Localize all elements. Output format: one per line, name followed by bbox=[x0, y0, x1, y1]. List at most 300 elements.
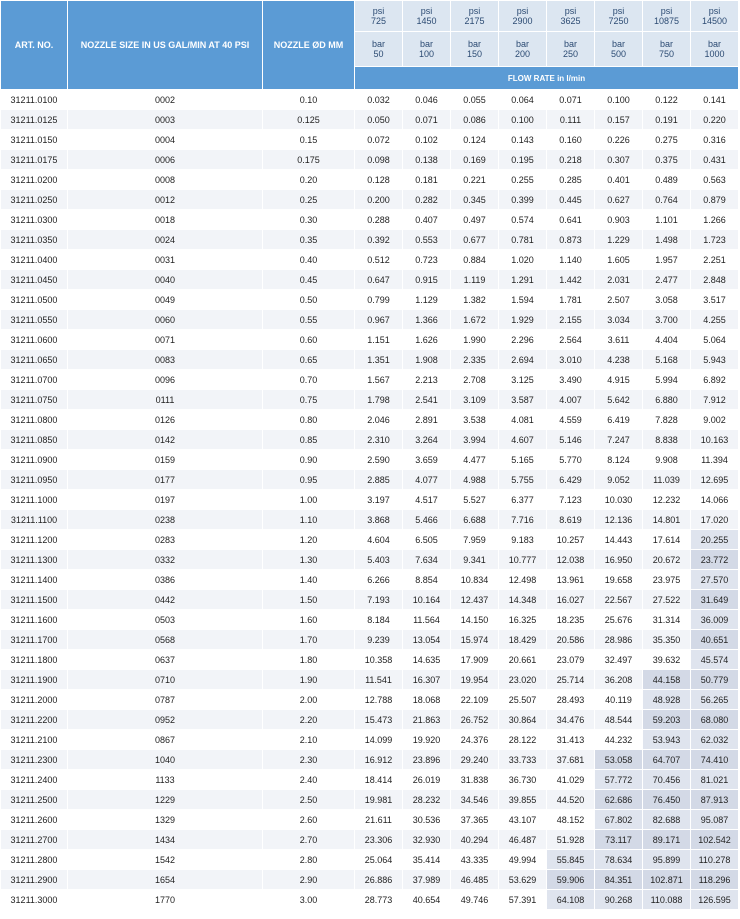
flow-rate-cell: 48.544 bbox=[595, 710, 643, 730]
flow-rate-cell: 0.553 bbox=[403, 230, 451, 250]
flow-rate-cell: 49.994 bbox=[499, 850, 547, 870]
art-no-cell: 31211.0800 bbox=[1, 410, 68, 430]
art-no-cell: 31211.0500 bbox=[1, 290, 68, 310]
flow-rate-cell: 2.708 bbox=[451, 370, 499, 390]
nozzle-diameter-cell: 0.55 bbox=[263, 310, 355, 330]
nozzle-size-cell: 0083 bbox=[68, 350, 263, 370]
nozzle-diameter-cell: 0.90 bbox=[263, 450, 355, 470]
flow-rate-cell: 43.335 bbox=[451, 850, 499, 870]
flow-rate-cell: 1.366 bbox=[403, 310, 451, 330]
table-row bbox=[1, 650, 739, 670]
flow-rate-cell: 48.152 bbox=[547, 810, 595, 830]
flow-rate-cell: 8.124 bbox=[595, 450, 643, 470]
nozzle-diameter-cell: 0.40 bbox=[263, 250, 355, 270]
bar-unit: bar bbox=[371, 39, 385, 50]
table-row bbox=[1, 230, 739, 250]
flow-rate-cell: 25.507 bbox=[499, 690, 547, 710]
flow-rate-cell: 1.626 bbox=[403, 330, 451, 350]
flow-rate-cell: 5.168 bbox=[643, 350, 691, 370]
flow-rate-cell: 14.066 bbox=[691, 490, 739, 510]
flow-rate-cell: 50.779 bbox=[691, 670, 739, 690]
flow-rate-cell: 1.594 bbox=[499, 290, 547, 310]
nozzle-size-cell: 1654 bbox=[68, 870, 263, 890]
flow-rate-cell: 0.143 bbox=[499, 130, 547, 150]
nozzle-size-cell: 0060 bbox=[68, 310, 263, 330]
flow-rate-cell: 27.522 bbox=[643, 590, 691, 610]
header-bar bbox=[355, 31, 403, 67]
nozzle-diameter-cell: 0.175 bbox=[263, 150, 355, 170]
table-row bbox=[1, 510, 739, 530]
table-row bbox=[1, 570, 739, 590]
flow-rate-cell: 57.772 bbox=[595, 770, 643, 790]
psi-unit: psi bbox=[468, 5, 481, 16]
flow-rate-cell: 25.714 bbox=[547, 670, 595, 690]
flow-rate-cell: 10.777 bbox=[499, 550, 547, 570]
flow-rate-cell: 9.908 bbox=[643, 450, 691, 470]
flow-rate-cell: 35.350 bbox=[643, 630, 691, 650]
art-no-cell: 31211.2800 bbox=[1, 850, 68, 870]
flow-rate-cell: 19.920 bbox=[403, 730, 451, 750]
flow-rate-cell: 78.634 bbox=[595, 850, 643, 870]
flow-rate-cell: 7.247 bbox=[595, 430, 643, 450]
table-row bbox=[1, 750, 739, 770]
flow-rate-cell: 4.238 bbox=[595, 350, 643, 370]
nozzle-size-cell: 0503 bbox=[68, 610, 263, 630]
nozzle-diameter-cell: 0.30 bbox=[263, 210, 355, 230]
flow-rate-cell: 0.445 bbox=[547, 190, 595, 210]
table-row bbox=[1, 590, 739, 610]
table-row bbox=[1, 470, 739, 490]
header-psi bbox=[643, 1, 691, 32]
header-bar bbox=[499, 31, 547, 67]
flow-rate-cell: 14.443 bbox=[595, 530, 643, 550]
flow-rate-cell: 37.681 bbox=[547, 750, 595, 770]
nozzle-size-cell: 0238 bbox=[68, 510, 263, 530]
bar-value: 500 bbox=[610, 49, 627, 60]
header-bar bbox=[691, 31, 739, 67]
flow-rate-cell: 0.160 bbox=[547, 130, 595, 150]
flow-rate-cell: 0.563 bbox=[691, 170, 739, 190]
nozzle-size-cell: 1542 bbox=[68, 850, 263, 870]
flow-rate-cell: 28.232 bbox=[403, 790, 451, 810]
flow-rate-cell: 4.915 bbox=[595, 370, 643, 390]
bar-unit: bar bbox=[467, 39, 481, 50]
table-row bbox=[1, 630, 739, 650]
flow-rate-cell: 95.899 bbox=[643, 850, 691, 870]
nozzle-diameter-cell: 1.60 bbox=[263, 610, 355, 630]
flow-rate-cell: 10.358 bbox=[355, 650, 403, 670]
flow-rate-cell: 23.975 bbox=[643, 570, 691, 590]
flow-rate-cell: 19.658 bbox=[595, 570, 643, 590]
flow-rate-cell: 87.913 bbox=[691, 790, 739, 810]
art-no-cell: 31211.0650 bbox=[1, 350, 68, 370]
flow-rate-cell: 7.959 bbox=[451, 530, 499, 550]
flow-rate-cell: 26.752 bbox=[451, 710, 499, 730]
nozzle-size-cell: 0006 bbox=[68, 150, 263, 170]
psi-value: 7250 bbox=[608, 15, 629, 26]
flow-rate-cell: 8.838 bbox=[643, 430, 691, 450]
flow-rate-cell: 0.641 bbox=[547, 210, 595, 230]
flow-rate-cell: 3.700 bbox=[643, 310, 691, 330]
flow-rate-cell: 0.497 bbox=[451, 210, 499, 230]
table-row bbox=[1, 190, 739, 210]
nozzle-size-cell: 0332 bbox=[68, 550, 263, 570]
nozzle-size-cell: 0197 bbox=[68, 490, 263, 510]
nozzle-diameter-cell: 0.50 bbox=[263, 290, 355, 310]
nozzle-size-cell: 0386 bbox=[68, 570, 263, 590]
psi-value: 1450 bbox=[416, 15, 437, 26]
art-no-cell: 31211.2000 bbox=[1, 690, 68, 710]
flow-rate-cell: 0.050 bbox=[355, 110, 403, 130]
nozzle-size-cell: 0283 bbox=[68, 530, 263, 550]
art-no-cell: 31211.2700 bbox=[1, 830, 68, 850]
nozzle-diameter-cell: 0.45 bbox=[263, 270, 355, 290]
flow-rate-cell: 17.614 bbox=[643, 530, 691, 550]
flow-rate-cell: 64.707 bbox=[643, 750, 691, 770]
nozzle-size-cell: 0024 bbox=[68, 230, 263, 250]
art-no-cell: 31211.2600 bbox=[1, 810, 68, 830]
flow-rate-cell: 0.181 bbox=[403, 170, 451, 190]
flow-rate-cell: 19.981 bbox=[355, 790, 403, 810]
flow-rate-cell: 81.021 bbox=[691, 770, 739, 790]
flow-rate-cell: 5.146 bbox=[547, 430, 595, 450]
flow-rate-cell: 7.193 bbox=[355, 590, 403, 610]
flow-rate-cell: 0.157 bbox=[595, 110, 643, 130]
nozzle-size-cell: 0004 bbox=[68, 130, 263, 150]
table-row bbox=[1, 350, 739, 370]
table-row bbox=[1, 410, 739, 430]
flow-rate-cell: 33.733 bbox=[499, 750, 547, 770]
flow-rate-cell: 3.010 bbox=[547, 350, 595, 370]
flow-rate-cell: 16.950 bbox=[595, 550, 643, 570]
flow-rate-cell: 4.559 bbox=[547, 410, 595, 430]
flow-rate-cell: 0.218 bbox=[547, 150, 595, 170]
flow-rate-cell: 37.365 bbox=[451, 810, 499, 830]
art-no-cell: 31211.0175 bbox=[1, 150, 68, 170]
flow-rate-cell: 2.848 bbox=[691, 270, 739, 290]
flow-rate-cell: 49.746 bbox=[451, 890, 499, 910]
nozzle-diameter-cell: 0.10 bbox=[263, 90, 355, 110]
art-no-cell: 31211.2900 bbox=[1, 870, 68, 890]
flow-rate-cell: 1.990 bbox=[451, 330, 499, 350]
flow-rate-cell: 2.891 bbox=[403, 410, 451, 430]
table-row bbox=[1, 450, 739, 470]
flow-rate-cell: 22.109 bbox=[451, 690, 499, 710]
art-no-cell: 31211.0900 bbox=[1, 450, 68, 470]
flow-rate-cell: 31.838 bbox=[451, 770, 499, 790]
table-row bbox=[1, 370, 739, 390]
flow-rate-cell: 57.391 bbox=[499, 890, 547, 910]
flow-rate-cell: 9.052 bbox=[595, 470, 643, 490]
flow-rate-cell: 20.672 bbox=[643, 550, 691, 570]
flow-rate-cell: 53.058 bbox=[595, 750, 643, 770]
table-row bbox=[1, 530, 739, 550]
art-no-cell: 31211.1000 bbox=[1, 490, 68, 510]
flow-rate-cell: 3.659 bbox=[403, 450, 451, 470]
flow-rate-cell: 0.100 bbox=[595, 90, 643, 110]
psi-value: 3625 bbox=[560, 15, 581, 26]
flow-rate-cell: 0.401 bbox=[595, 170, 643, 190]
flow-rate-cell: 4.517 bbox=[403, 490, 451, 510]
flow-rate-cell: 0.128 bbox=[355, 170, 403, 190]
flow-rate-cell: 36.730 bbox=[499, 770, 547, 790]
flow-rate-cell: 46.487 bbox=[499, 830, 547, 850]
flow-rate-cell: 40.294 bbox=[451, 830, 499, 850]
flow-rate-cell: 0.884 bbox=[451, 250, 499, 270]
flow-rate-cell: 34.546 bbox=[451, 790, 499, 810]
header-psi bbox=[451, 1, 499, 32]
flow-rate-cell: 1.351 bbox=[355, 350, 403, 370]
flow-rate-cell: 89.171 bbox=[643, 830, 691, 850]
flow-rate-cell: 23.896 bbox=[403, 750, 451, 770]
flow-rate-cell: 0.124 bbox=[451, 130, 499, 150]
flow-rate-cell: 16.912 bbox=[355, 750, 403, 770]
flow-rate-cell: 0.574 bbox=[499, 210, 547, 230]
flow-rate-cell: 21.863 bbox=[403, 710, 451, 730]
flow-rate-cell: 0.677 bbox=[451, 230, 499, 250]
flow-rate-cell: 59.203 bbox=[643, 710, 691, 730]
flow-rate-cell: 0.915 bbox=[403, 270, 451, 290]
art-no-cell: 31211.0200 bbox=[1, 170, 68, 190]
flow-rate-cell: 31.314 bbox=[643, 610, 691, 630]
flow-rate-cell: 8.184 bbox=[355, 610, 403, 630]
nozzle-size-cell: 1770 bbox=[68, 890, 263, 910]
art-no-cell: 31211.0550 bbox=[1, 310, 68, 330]
psi-unit: psi bbox=[372, 5, 385, 16]
flow-rate-cell: 3.125 bbox=[499, 370, 547, 390]
nozzle-size-cell: 0031 bbox=[68, 250, 263, 270]
flow-rate-cell: 45.574 bbox=[691, 650, 739, 670]
art-no-cell: 31211.0350 bbox=[1, 230, 68, 250]
flow-rate-cell: 12.788 bbox=[355, 690, 403, 710]
nozzle-diameter-cell: 2.60 bbox=[263, 810, 355, 830]
flow-rate-cell: 1.781 bbox=[547, 290, 595, 310]
flow-rate-cell: 4.604 bbox=[355, 530, 403, 550]
flow-rate-cell: 21.611 bbox=[355, 810, 403, 830]
flow-rate-cell: 37.989 bbox=[403, 870, 451, 890]
flow-rate-cell: 7.912 bbox=[691, 390, 739, 410]
nozzle-size-cell: 0049 bbox=[68, 290, 263, 310]
flow-rate-cell: 28.986 bbox=[595, 630, 643, 650]
bar-unit: bar bbox=[563, 39, 577, 50]
table-row bbox=[1, 90, 739, 110]
nozzle-diameter-cell: 0.35 bbox=[263, 230, 355, 250]
flow-rate-cell: 23.020 bbox=[499, 670, 547, 690]
flow-rate-cell: 20.661 bbox=[499, 650, 547, 670]
flow-rate-cell: 0.316 bbox=[691, 130, 739, 150]
art-no-cell: 31211.0300 bbox=[1, 210, 68, 230]
flow-rate-cell: 0.392 bbox=[355, 230, 403, 250]
flow-rate-cell: 56.265 bbox=[691, 690, 739, 710]
flow-rate-cell: 44.232 bbox=[595, 730, 643, 750]
nozzle-diameter-cell: 2.50 bbox=[263, 790, 355, 810]
art-no-cell: 31211.1100 bbox=[1, 510, 68, 530]
flow-rate-cell: 5.642 bbox=[595, 390, 643, 410]
flow-rate-cell: 3.490 bbox=[547, 370, 595, 390]
flow-rate-cell: 0.285 bbox=[547, 170, 595, 190]
nozzle-diameter-cell: 0.60 bbox=[263, 330, 355, 350]
flow-rate-cell: 2.213 bbox=[403, 370, 451, 390]
flow-rate-cell: 0.489 bbox=[643, 170, 691, 190]
flow-rate-cell: 0.873 bbox=[547, 230, 595, 250]
flow-rate-cell: 36.009 bbox=[691, 610, 739, 630]
nozzle-size-cell: 0952 bbox=[68, 710, 263, 730]
art-no-cell: 31211.0100 bbox=[1, 90, 68, 110]
nozzle-diameter-cell: 0.20 bbox=[263, 170, 355, 190]
flow-rate-cell: 10.257 bbox=[547, 530, 595, 550]
nozzle-diameter-cell: 0.95 bbox=[263, 470, 355, 490]
art-no-cell: 31211.2500 bbox=[1, 790, 68, 810]
flow-rate-cell: 3.197 bbox=[355, 490, 403, 510]
flow-rate-cell: 3.611 bbox=[595, 330, 643, 350]
flow-rate-cell: 1.442 bbox=[547, 270, 595, 290]
flow-rate-cell: 9.239 bbox=[355, 630, 403, 650]
flow-rate-cell: 0.226 bbox=[595, 130, 643, 150]
flow-rate-cell: 18.414 bbox=[355, 770, 403, 790]
flow-rate-cell: 0.071 bbox=[547, 90, 595, 110]
flow-rate-cell: 4.607 bbox=[499, 430, 547, 450]
flow-rate-cell: 102.542 bbox=[691, 830, 739, 850]
bar-value: 50 bbox=[373, 49, 384, 60]
flow-rate-cell: 1.266 bbox=[691, 210, 739, 230]
nozzle-diameter-cell: 0.65 bbox=[263, 350, 355, 370]
flow-rate-cell: 18.429 bbox=[499, 630, 547, 650]
flow-rate-cell: 90.268 bbox=[595, 890, 643, 910]
flow-rate-cell: 0.764 bbox=[643, 190, 691, 210]
nozzle-size-cell: 0008 bbox=[68, 170, 263, 190]
art-no-cell: 31211.1500 bbox=[1, 590, 68, 610]
flow-rate-cell: 0.431 bbox=[691, 150, 739, 170]
table-row bbox=[1, 310, 739, 330]
flow-rate-cell: 2.046 bbox=[355, 410, 403, 430]
flow-rate-cell: 67.802 bbox=[595, 810, 643, 830]
flow-rate-cell: 3.264 bbox=[403, 430, 451, 450]
flow-rate-cell: 1.020 bbox=[499, 250, 547, 270]
header-psi bbox=[355, 1, 403, 32]
flow-rate-cell: 6.419 bbox=[595, 410, 643, 430]
table-row bbox=[1, 850, 739, 870]
flow-rate-cell: 3.034 bbox=[595, 310, 643, 330]
flow-rate-cell: 11.039 bbox=[643, 470, 691, 490]
flow-rate-cell: 0.255 bbox=[499, 170, 547, 190]
flow-rate-cell: 1.929 bbox=[499, 310, 547, 330]
flow-rate-cell: 14.635 bbox=[403, 650, 451, 670]
flow-rate-cell: 62.032 bbox=[691, 730, 739, 750]
nozzle-size-cell: 0177 bbox=[68, 470, 263, 490]
flow-rate-cell: 6.266 bbox=[355, 570, 403, 590]
header-psi bbox=[499, 1, 547, 32]
flow-rate-cell: 6.892 bbox=[691, 370, 739, 390]
flow-rate-cell: 0.141 bbox=[691, 90, 739, 110]
flow-rate-cell: 0.064 bbox=[499, 90, 547, 110]
flow-rate-cell: 1.382 bbox=[451, 290, 499, 310]
nozzle-size-cell: 0126 bbox=[68, 410, 263, 430]
table-row bbox=[1, 330, 739, 350]
header-bar bbox=[643, 31, 691, 67]
flow-rate-cell: 0.100 bbox=[499, 110, 547, 130]
art-no-cell: 31211.0850 bbox=[1, 430, 68, 450]
flow-rate-cell: 32.497 bbox=[595, 650, 643, 670]
flow-rate-cell: 3.868 bbox=[355, 510, 403, 530]
flow-rate-cell: 23.306 bbox=[355, 830, 403, 850]
art-no-cell: 31211.0125 bbox=[1, 110, 68, 130]
nozzle-diameter-cell: 0.75 bbox=[263, 390, 355, 410]
nozzle-diameter-cell: 2.90 bbox=[263, 870, 355, 890]
flow-rate-cell: 0.046 bbox=[403, 90, 451, 110]
flow-rate-cell: 1.119 bbox=[451, 270, 499, 290]
nozzle-diameter-cell: 2.30 bbox=[263, 750, 355, 770]
flow-rate-cell: 5.943 bbox=[691, 350, 739, 370]
flow-rate-cell: 15.473 bbox=[355, 710, 403, 730]
flow-rate-cell: 0.032 bbox=[355, 90, 403, 110]
table-row bbox=[1, 110, 739, 130]
flow-rate-cell: 5.064 bbox=[691, 330, 739, 350]
flow-rate-cell: 17.020 bbox=[691, 510, 739, 530]
flow-rate-cell: 13.054 bbox=[403, 630, 451, 650]
flow-rate-cell: 2.477 bbox=[643, 270, 691, 290]
flow-rate-cell: 2.590 bbox=[355, 450, 403, 470]
flow-rate-cell: 0.195 bbox=[499, 150, 547, 170]
flow-rate-cell: 3.109 bbox=[451, 390, 499, 410]
bar-unit: bar bbox=[659, 39, 673, 50]
flow-rate-cell: 110.278 bbox=[691, 850, 739, 870]
flow-rate-cell: 59.906 bbox=[547, 870, 595, 890]
flow-rate-cell: 5.403 bbox=[355, 550, 403, 570]
nozzle-diameter-cell: 2.00 bbox=[263, 690, 355, 710]
header-art-no: ART. NO. bbox=[1, 1, 68, 90]
flow-rate-cell: 35.414 bbox=[403, 850, 451, 870]
flow-rate-cell: 62.686 bbox=[595, 790, 643, 810]
flow-rate-cell: 2.694 bbox=[499, 350, 547, 370]
flow-rate-cell: 8.854 bbox=[403, 570, 451, 590]
header-bar bbox=[547, 31, 595, 67]
flow-rate-cell: 2.031 bbox=[595, 270, 643, 290]
flow-rate-cell: 68.080 bbox=[691, 710, 739, 730]
flow-rate-cell: 74.410 bbox=[691, 750, 739, 770]
nozzle-diameter-cell: 0.15 bbox=[263, 130, 355, 150]
nozzle-size-cell: 0142 bbox=[68, 430, 263, 450]
flow-rate-cell: 0.169 bbox=[451, 150, 499, 170]
flow-rate-cell: 0.122 bbox=[643, 90, 691, 110]
flow-rate-cell: 9.183 bbox=[499, 530, 547, 550]
flow-rate-cell: 4.007 bbox=[547, 390, 595, 410]
nozzle-diameter-cell: 0.125 bbox=[263, 110, 355, 130]
table-row bbox=[1, 290, 739, 310]
table-row bbox=[1, 770, 739, 790]
header-psi bbox=[547, 1, 595, 32]
nozzle-size-cell: 0111 bbox=[68, 390, 263, 410]
flow-rate-cell: 0.102 bbox=[403, 130, 451, 150]
nozzle-diameter-cell: 1.50 bbox=[263, 590, 355, 610]
flow-rate-cell: 19.954 bbox=[451, 670, 499, 690]
flow-rate-cell: 1.129 bbox=[403, 290, 451, 310]
flow-rate-cell: 13.961 bbox=[547, 570, 595, 590]
flow-rate-cell: 4.477 bbox=[451, 450, 499, 470]
flow-rate-cell: 64.108 bbox=[547, 890, 595, 910]
flow-rate-cell: 0.138 bbox=[403, 150, 451, 170]
flow-rate-cell: 27.570 bbox=[691, 570, 739, 590]
flow-rate-cell: 73.117 bbox=[595, 830, 643, 850]
flow-rate-cell: 39.855 bbox=[499, 790, 547, 810]
psi-value: 2900 bbox=[512, 15, 533, 26]
flow-rate-cell: 7.828 bbox=[643, 410, 691, 430]
flow-rate-cell: 41.029 bbox=[547, 770, 595, 790]
flow-rate-cell: 5.466 bbox=[403, 510, 451, 530]
flow-rate-cell: 5.755 bbox=[499, 470, 547, 490]
nozzle-diameter-cell: 1.90 bbox=[263, 670, 355, 690]
nozzle-diameter-cell: 2.40 bbox=[263, 770, 355, 790]
bar-value: 1000 bbox=[704, 49, 725, 60]
